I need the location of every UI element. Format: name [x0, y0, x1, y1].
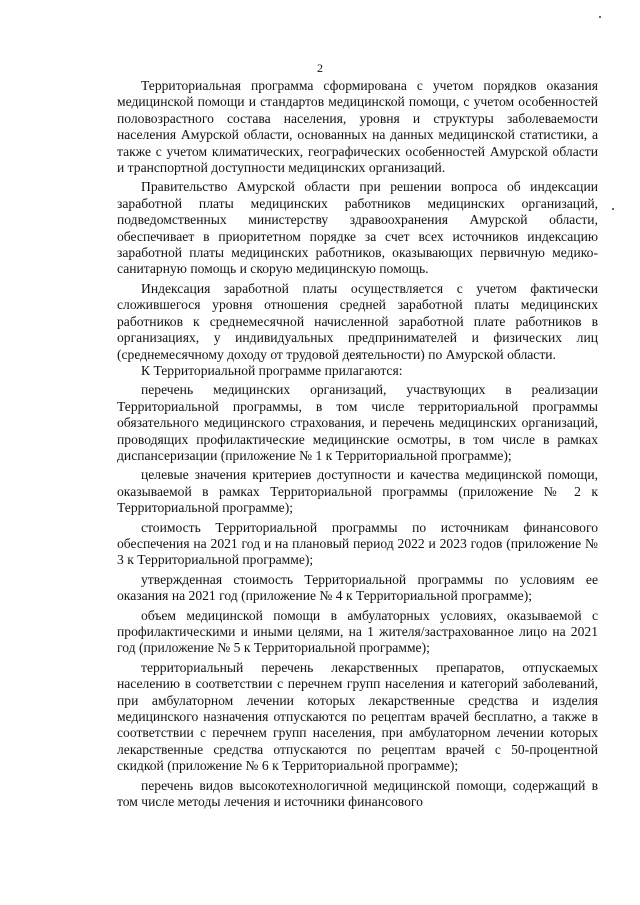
paragraph-program-basis: Территориальная программа сформирована с учетом порядков оказания медицинской помощи и стандартов медицинской помощи, с учетом особенностей половозрастного состава населения, уровня и структуры заболеваемости населения Амурской области, основанных на данных медицинской статистики, а также с учетом климатических, географических особенностей Амурской области и транспортной доступности медицинских организаций. — [117, 78, 598, 176]
scan-speck — [599, 16, 601, 18]
paragraph-attachments-intro: К Территориальной программе прилагаются: — [141, 362, 403, 378]
list-item-attachment-5: объем медицинской помощи в амбулаторных условиях, оказываемой с профилактическими и иными целями, на 1 жителя/застрахованное лицо на 2021 год (приложение № 5 к Территориальной программе); — [117, 607, 598, 656]
list-item-attachment-7: перечень видов высокотехнологичной медицинской помощи, содержащий в том числе методы лечения и источники финансового — [117, 777, 598, 810]
document-body — [117, 78, 598, 810]
list-item-attachment-1: перечень медицинских организаций, участвующих в реализации Территориальной программы, в том числе территориальной программы обязательного медицинского страхования, и перечень медицинских организаций, проводящих профилактические медицинские осмотры, в том числе в рамках диспансеризации (приложение № 1 к Территориальной программе); — [117, 382, 598, 463]
list-item-attachment-3: стоимость Территориальной программы по источникам финансового обеспечения на 2021 год и на плановый период 2022 и 2023 годов (приложение № 3 к Территориальной программе); — [117, 519, 598, 568]
paragraph-indexation-terms: Индексация заработной платы осуществляется с учетом фактически сложившегося уровня отношения средней заработной платы медицинских работников к среднемесячной начисленной заработной плате работников в организациях, у индивидуальных предпринимателей и физических лиц (среднемесячному доходу от трудовой деятельности) по Амурской области. — [117, 280, 598, 362]
page-number: 2 — [317, 61, 323, 75]
list-item-attachment-4: утвержденная стоимость Территориальной программы по условиям ее оказания на 2021 год (приложение № 4 к Территориальной программе); — [117, 571, 598, 604]
list-item-attachment-2: целевые значения критериев доступности и качества медицинской помощи, оказываемой в рамках Территориальной программы (приложение № 2 к Территориальной программе); — [117, 467, 598, 516]
scan-speck — [612, 208, 614, 210]
paragraph-salary-indexation: Правительство Амурской области при решении вопроса об индексации заработной платы медицинских работников медицинских организаций, подведомственных министерству здравоохранения Амурской области, обеспечивает в приоритетном порядке за счет всех источников индексацию заработной платы медицинских работников, оказывающих первичную медико-санитарную помощь и скорую медицинскую помощь. — [117, 179, 598, 277]
list-item-attachment-6: территориальный перечень лекарственных препаратов, отпускаемых населению в соответствии с перечнем групп населения и категорий заболеваний, при амбулаторном лечении которых лекарственные средства и изделия медицинского назначения отпускаются по рецептам врачей бесплатно, а также в соответствии с перечнем групп населения, при амбулаторном лечении которых лекарственные средства отпускаются по рецептам врачей с 50-процентной скидкой (приложение № 6 к Территориальной программе); — [117, 659, 598, 774]
